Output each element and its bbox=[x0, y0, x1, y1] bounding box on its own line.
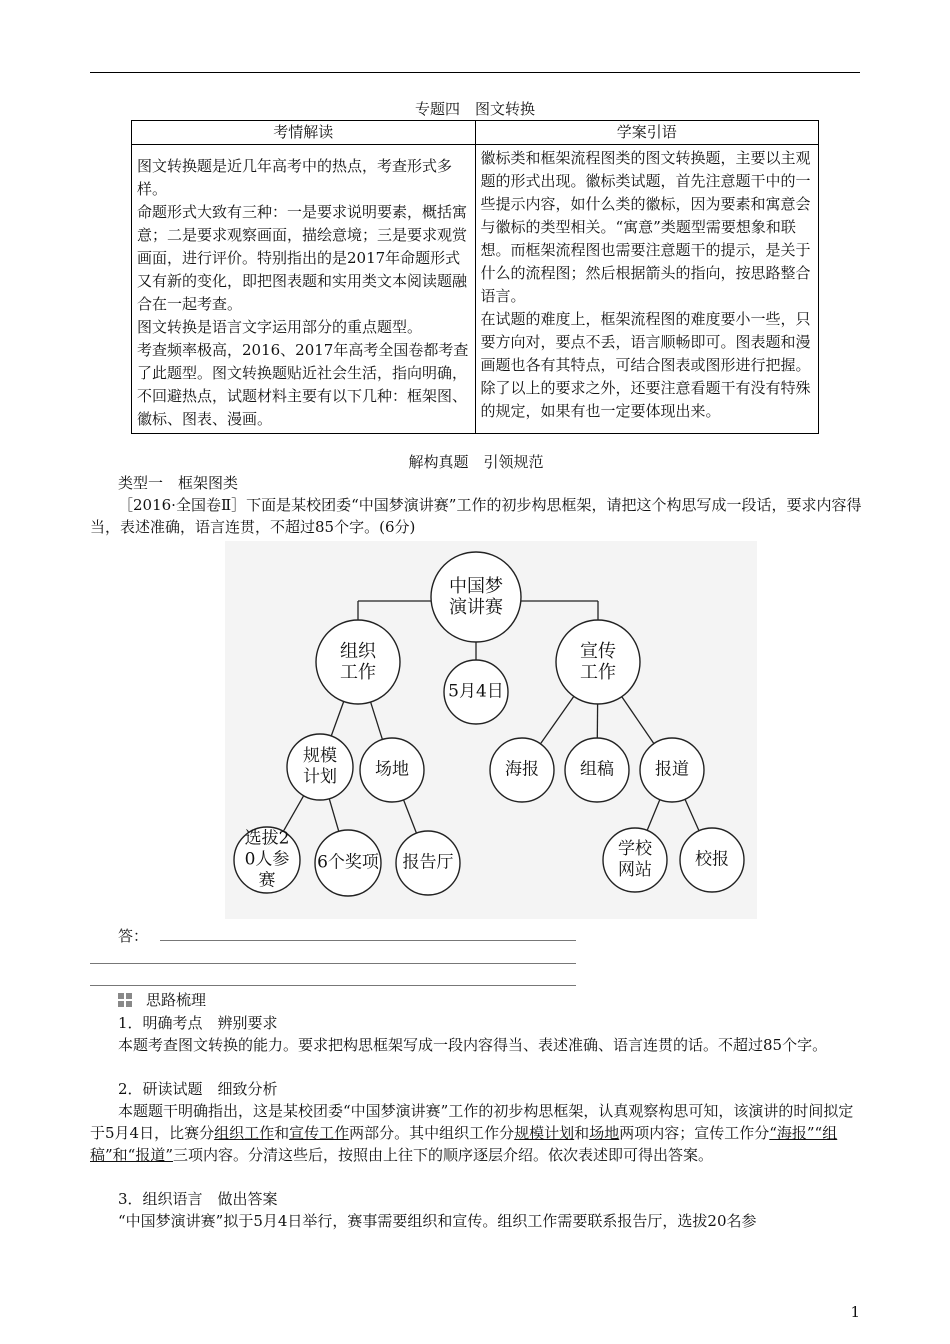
right-cell bbox=[475, 145, 819, 434]
step-1-text: 本题考查图文转换的能力。要求把构思框架写成一段内容得当、表述准确、语言连贯的话。不超过85个字。 bbox=[118, 1036, 828, 1054]
grid-icon bbox=[118, 993, 132, 1007]
underlined-term: 组织工作 bbox=[214, 1124, 275, 1142]
step-1-heading: 1．明确考点 辨别要求 bbox=[118, 1014, 278, 1032]
underlined-term: 规模计划 bbox=[514, 1124, 575, 1142]
node-label: 组稿 bbox=[580, 759, 614, 780]
step-3-heading: 3．组织语言 做出答案 bbox=[118, 1190, 278, 1208]
underlined-term: “海报”“组稿”和“报道” bbox=[90, 1124, 838, 1164]
underlined-term: 场地 bbox=[589, 1124, 620, 1142]
node-label: 5月4日 bbox=[448, 681, 504, 702]
left-para: 图文转换题是近几年高考中的热点，考查形式多样。 bbox=[137, 157, 453, 198]
connector-line bbox=[622, 697, 654, 744]
text-run: 两部分。其中组织工作分 bbox=[349, 1124, 515, 1142]
left-cell bbox=[132, 145, 476, 434]
header-rule bbox=[90, 72, 860, 73]
answer-label: 答： bbox=[118, 927, 149, 945]
answer-line[interactable] bbox=[90, 963, 576, 964]
thinking-heading bbox=[90, 989, 862, 1011]
connector-line bbox=[331, 701, 343, 735]
left-para: 命题形式大致有三种：一是要求说明要素，概括寓意；二是要求观察画面，描绘意境；三是要求观赏画面，进行评价。特别指出的是2017年命题形式又有新的变化，即把图表题和实用类文本阅读题融合在一起考查。 bbox=[137, 203, 468, 313]
connector-line bbox=[371, 702, 383, 739]
left-para: 考查频率极高，2016、2017年高考全国卷都考查了此题型。图文转换题贴近社会生活，指向明确，不回避热点，试题材料主要有以下几种：框架图、徽标、图表、漫画。 bbox=[137, 341, 469, 428]
step-3-text: “中国梦演讲赛”拟于5月4日举行，赛事需要组织和宣传。组织工作需要联系报告厅，选拔20名参 bbox=[118, 1212, 757, 1230]
connector-line bbox=[540, 696, 573, 743]
answer-line[interactable] bbox=[90, 985, 576, 986]
node-label: 选拔20人参赛 bbox=[244, 828, 290, 891]
node-label: 校报 bbox=[695, 849, 729, 870]
connector-line bbox=[685, 799, 699, 831]
overview-table bbox=[131, 120, 819, 434]
col-header-right: 学案引语 bbox=[475, 121, 819, 145]
step-2-heading: 2．研读试题 细致分析 bbox=[118, 1080, 278, 1098]
connector-line bbox=[283, 796, 303, 832]
question-text: ［2016·全国卷Ⅱ］下面是某校团委“中国梦演讲赛”工作的初步构思框架，请把这个构思写成一段话，要求内容得当，表述准确，语言连贯，不超过85个字。(6分) bbox=[90, 496, 862, 536]
thinking-heading-text: 思路梳理 bbox=[146, 991, 207, 1009]
text-run: 本题题干明确指出，这是某校团委“中国梦演讲赛”工作的初步构思框架，认真观察构思可知，该演讲的时间拟定于5月4日，比赛分 bbox=[90, 1102, 854, 1142]
node-label: 场地 bbox=[375, 759, 409, 780]
node-label: 组织工作 bbox=[340, 641, 376, 683]
page-number: 1 bbox=[850, 1303, 860, 1321]
step-2-text bbox=[90, 1100, 862, 1166]
col-header-left: 考情解读 bbox=[132, 121, 476, 145]
text-run: 和 bbox=[274, 1124, 290, 1142]
section-title: 解构真题 引领规范 bbox=[408, 453, 544, 471]
right-para: 徽标类和框架流程图类的图文转换题，主要以主观题的形式出现。徽标类试题，首先注意题干中的一些提示内容，如什么类的徽标，因为要素和寓意会与徽标的类型相关。“寓意”类题型需要想象和联想。而框架流程图也需要注意题干的提示，是关于什么的流程图；然后根据箭头的指向，按思路整合语言。 bbox=[480, 149, 811, 305]
node-label: 规模计划 bbox=[303, 746, 337, 787]
type-heading: 类型一 框架图类 bbox=[118, 474, 239, 492]
answer-line[interactable] bbox=[160, 940, 576, 941]
text-run: 三项内容。分清这些后，按照由上往下的顺序逐层介绍。依次表述即可得出答案。 bbox=[173, 1146, 714, 1164]
framework-diagram bbox=[225, 541, 757, 919]
node-label: 海报 bbox=[505, 759, 539, 780]
right-para: 在试题的难度上，框架流程图的难度要小一些，只要方向对，要点不丢，语言顺畅即可。图表题和漫画题也各有其特点，可结合图表或图形进行把握。 bbox=[480, 310, 811, 374]
connector-line bbox=[404, 800, 417, 833]
text-run: 两项内容；宣传工作分 bbox=[619, 1124, 770, 1142]
text-run: 和 bbox=[574, 1124, 590, 1142]
node-label: 报道 bbox=[655, 759, 689, 780]
node-label: 学校网站 bbox=[618, 839, 652, 880]
node-label: 宣传工作 bbox=[580, 641, 616, 683]
node-label: 6个奖项 bbox=[317, 852, 379, 873]
connector-line bbox=[329, 799, 339, 832]
underlined-term: 宣传工作 bbox=[289, 1124, 350, 1142]
node-label: 中国梦演讲赛 bbox=[449, 576, 503, 618]
right-para: 除了以上的要求之外，还要注意看题干有没有特殊的规定，如果有也一定要体现出来。 bbox=[480, 379, 811, 420]
topic-title: 专题四 图文转换 bbox=[414, 100, 535, 118]
connector-line bbox=[647, 800, 660, 831]
node-label: 报告厅 bbox=[402, 852, 454, 873]
left-para: 图文转换是语言文字运用部分的重点题型。 bbox=[137, 318, 423, 336]
